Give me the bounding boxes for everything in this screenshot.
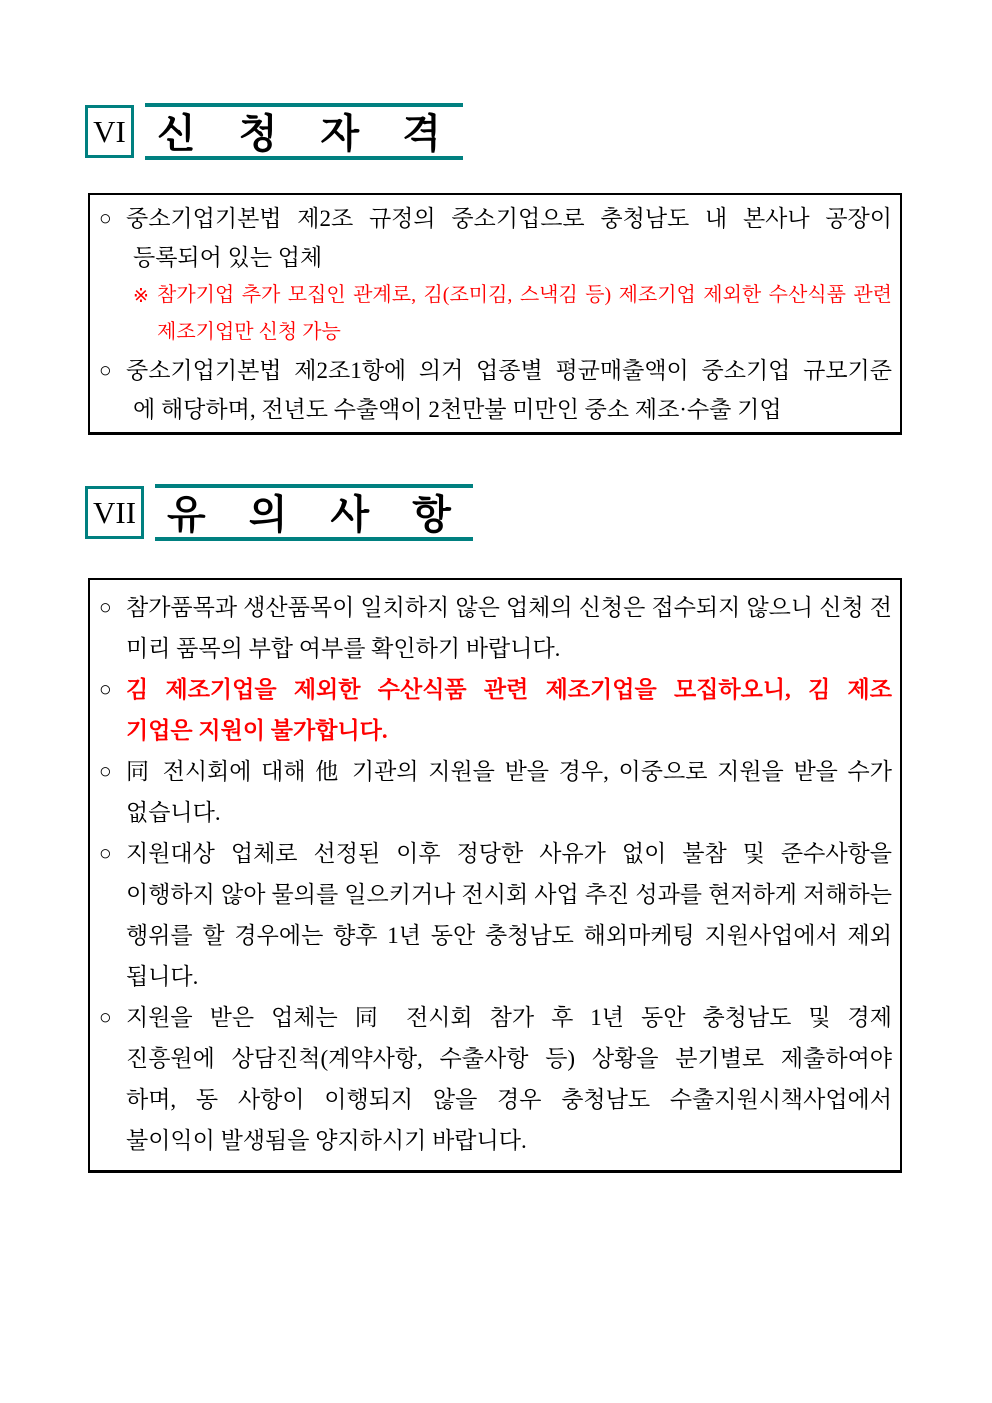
circle-bullet: ○ [99,206,112,230]
circle-bullet: ○ [99,759,112,783]
text-line: 제조기업만 신청 가능 [157,321,341,343]
text-line: 지원대상 업체로 선정된 이후 정당한 사유가 없이 불참 및 준수사항을 [126,841,892,866]
text-line: 없습니다. [126,800,221,825]
list-item [99,587,892,669]
text-line: 참가품목과 생산품목이 일치하지 않은 업체의 신청은 접수되지 않으니 신청 전 [126,595,892,620]
section-vii-numeral: VII [93,494,137,530]
section-vi-title: 신 청 자 격 [145,103,463,160]
circle-bullet: ○ [99,841,112,865]
text-line: 불이익이 발생됨을 양지하시기 바랍니다. [126,1128,527,1153]
text-line: 김 제조기업을 제외한 수산식품 관련 제조기업을 모집하오니, 김 제조 [126,677,892,702]
text-line: 행위를 할 경우에는 향후 1년 동안 충청남도 해외마케팅 지원사업에서 제외 [126,923,892,948]
section-vi-numeral: VI [93,113,126,149]
list-item [99,199,892,277]
section-vii-content-box [88,578,902,1173]
list-item-note [133,277,892,351]
text-line: 됩니다. [126,964,199,989]
text-line: 중소기업기본법 제2조1항에 의거 업종별 평균매출액이 중소기업 규모기준 [126,358,892,383]
circle-bullet: ○ [99,358,112,382]
section-vii-numeral-box [85,486,144,539]
text-line: 미리 품목의 부합 여부를 확인하기 바랍니다. [126,636,561,661]
list-item [99,997,892,1161]
section-vi-content-box [88,193,902,435]
text-line: 등록되어 있는 업체 [133,245,323,270]
text-line: 참가기업 추가 모집인 관계로, 김(조미김, 스낵김 등) 제조기업 제외한 수산식품 관련 [157,284,892,306]
list-item [99,351,892,429]
text-line: 하며, 동 사항이 이행되지 않을 경우 충청남도 수출지원시책사업에서 [126,1087,892,1112]
text-line: 지원을 받은 업체는 同 전시회 참가 후 1년 동안 충청남도 및 경제 [126,1005,892,1030]
text-line: 이행하지 않아 물의를 일으키거나 전시회 사업 추진 성과를 현저하게 저해하는 [126,882,892,907]
section-vii-header [85,484,473,541]
circle-bullet: ○ [99,595,112,619]
list-item [99,751,892,833]
section-vii-title: 유 의 사 항 [155,484,473,541]
text-line: 기업은 지원이 불가합니다. [126,718,388,743]
list-item-alert [99,669,892,751]
circle-bullet: ○ [99,1005,112,1029]
section-vi-numeral-box [85,105,134,158]
circle-bullet: ○ [99,677,112,701]
section-vi-header [85,103,463,160]
text-line: 진흥원에 상담진척(계약사항, 수출사항 등) 상황을 분기별로 제출하여야 [126,1046,892,1071]
text-line: 에 해당하며, 전년도 수출액이 2천만불 미만인 중소 제조·수출 기업 [133,397,782,422]
reference-mark-bullet: ※ [133,286,149,307]
text-line: 중소기업기본법 제2조 규정의 중소기업으로 충청남도 내 본사나 공장이 [126,206,892,231]
list-item [99,833,892,997]
text-line: 同 전시회에 대해 他 기관의 지원을 받을 경우, 이중으로 지원을 받을 수가 [126,759,892,784]
